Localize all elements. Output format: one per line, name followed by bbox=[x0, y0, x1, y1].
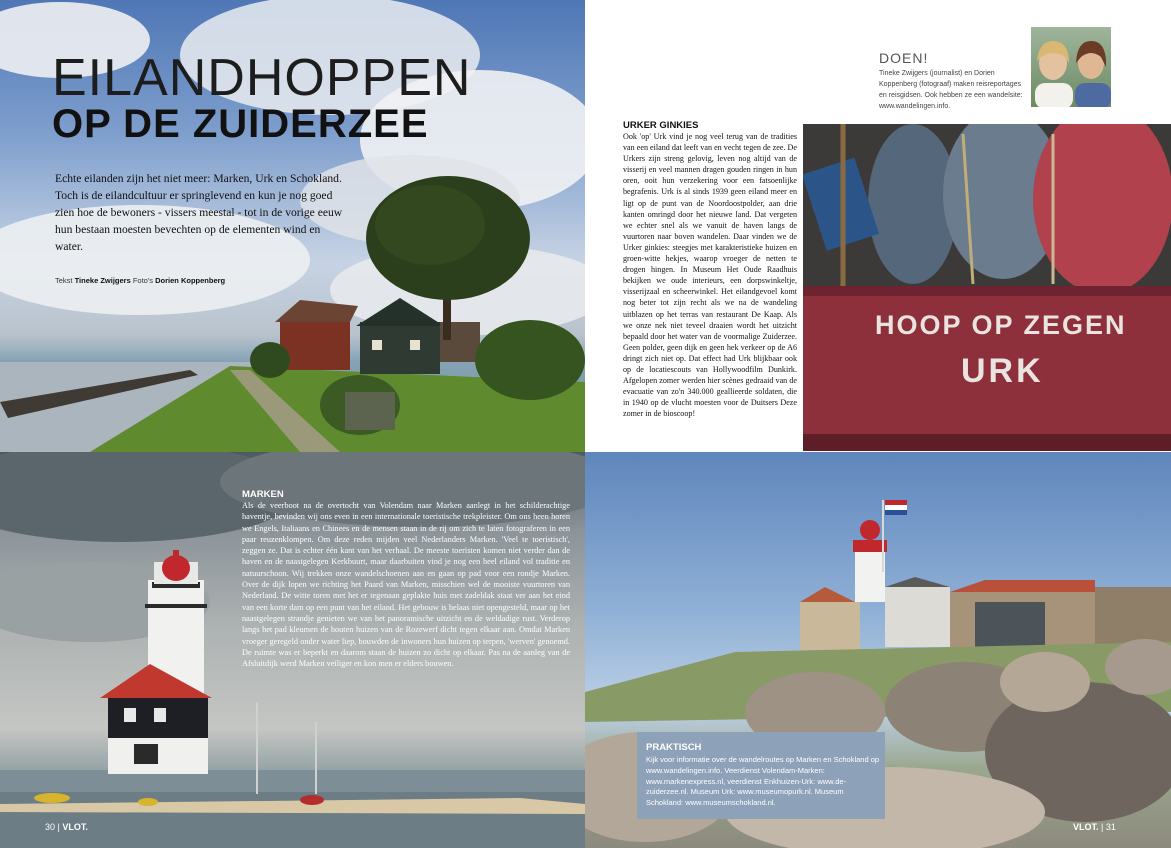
footer-left-brand: VLOT. bbox=[62, 822, 88, 832]
marken-heading: MARKEN bbox=[242, 489, 284, 500]
footer-right bbox=[1073, 822, 1116, 832]
lighthouse-photo-paard-van-marken bbox=[0, 452, 585, 848]
praktisch-text: Kijk voor informatie over de wandelroutes op Marken en Schokland op www.wandelingen.info. Veerdienst Volendam-Marken: www.markenexpress.nl, veerdienst Enkhuizen-Urk: www.de-zuiderzee.nl. Museum Urk: www.museumopurk.nl. Museum Schokland: www.museumschokland.nl. bbox=[646, 755, 880, 808]
footer-right-page-number: 31 bbox=[1105, 822, 1116, 832]
urker-heading: URKER GINKIES bbox=[623, 120, 699, 131]
headline-line-1: EILANDHOPPEN bbox=[52, 49, 472, 107]
doen-heading: DOEN! bbox=[879, 50, 929, 66]
praktisch-box bbox=[637, 732, 885, 819]
portrait-illustration bbox=[1031, 27, 1111, 107]
byline-text-label: Tekst bbox=[55, 276, 73, 285]
marken-text: Als de veerboot na de overtocht van Volendam naar Marken aanlegt in het schilderachtige haventje, bevinden wij ons even in een internationale toeristische trekpleister. Om ons heen horen we Engels, Italiaans en Chinees en de mensen staan in de rij om zich te laten fotograferen in een paar reuzenklompen. Om deze reden mijden veel Nederlanders Marken. 'Veel te toeristisch', zeggen ze. Dat is echter één kant van het verhaal. De meeste toeristen komen niet verder dan de haven en de naastgelegen Kerkbuurt, maar daarbuiten vind je nog een heel eiland vol traditie en natuurschoon. Wij trekken onze wandelschoenen aan en gaan op pad voor een rondje Marken. Over de dijk lopen we richting het Paard van Marken, misschien wel de mooiste vuurtoren van Nederland. De witte toren met het er tegenaan geplakte huis met zadeldak staat ver aan het eind van een korte dam op een punt van het eiland. Het gebouw is helaas niet opengesteld, maar op het naastgelegen strandje genieten we van het panoramische uitzicht en de weldadige rust. Verderop langs het pad kleumen de houten huizen van de Rozewerf dicht tegen elkaar aan. Omdat Marken vroeger geregeld onder water liep, bouwden de inwoners hun huizen op terpen, 'werven' genoemd. De ruimte was er beperkt en daarom staan de huizen zo dicht op elkaar. Pas na de aanleg van de Afsluitdijk werd Marken veiliger en kon men er elders bouwen. bbox=[242, 501, 570, 669]
hero-photo-marken-landscape bbox=[0, 0, 585, 452]
footer-left bbox=[45, 822, 88, 832]
footer-right-separator: | bbox=[1101, 822, 1104, 832]
intro-paragraph: Echte eilanden zijn het niet meer: Marken, Urk en Schokland. Toch is de eilandcultuur er springlevend en kun je nog goed zien hoe de bewoners - vissers meestal - tot in de vorige eeuw hun bestaan moesten bevechten op de elementen wind en water. bbox=[55, 172, 343, 253]
doen-text: Tineke Zwijgers (journalist) en Dorien Koppenberg (fotograaf) maken reisreportages en reisgidsen. Ook hebben ze een wandelsite: www.wandelingen.info. bbox=[879, 70, 1023, 110]
byline bbox=[55, 276, 225, 285]
byline-photographer: Dorien Koppenberg bbox=[155, 276, 226, 285]
footer-left-page-number: 30 bbox=[45, 822, 56, 832]
boat-port-lettering: URK bbox=[961, 352, 1044, 390]
boat-illustration bbox=[803, 124, 1171, 451]
byline-writer: Tineke Zwijgers bbox=[74, 276, 131, 285]
boat-name-lettering: HOOP OP ZEGEN bbox=[875, 310, 1127, 340]
footer-left-separator: | bbox=[57, 822, 60, 832]
byline-photo-label: Foto's bbox=[132, 276, 154, 285]
praktisch-heading: PRAKTISCH bbox=[646, 742, 702, 753]
author-portrait bbox=[1031, 27, 1111, 107]
footer-right-brand: VLOT. bbox=[1073, 822, 1099, 832]
urk-village-photo bbox=[585, 452, 1171, 848]
urker-text: Ook 'op' Urk vind je nog veel terug van de tradities van een eiland dat leeft van en vecht tegen de zee. De Urkers zijn streng gelovig, leven nog altijd van de visserij en veel mannen dragen gouden ringen in hun oren, ooit hun verzekering voor een fatsoenlijke begrafenis. Urk is al sinds 1939 geen eiland meer en ligt op de punt van de Noordoostpolder, aan drie kanten omringd door het nieuwe land. Dat vergeten we echter snel als we vanuit de haven langs de vuurtoren naar boven wandelen. Daar vinden we de Urker ginkies: steegjes met karakteristieke huizen en groen-witte hekjes, waarop vroeger de netten te drogen hingen. In Museum Het Oude Raadhuis bekijken we oude interieurs, een dorpswinkeltje, visserijzaal en scheerwinkel. Het eilandgevoel komt nog beter tot zijn recht als we na de wandeling uitblazen op het terras van restaurant De Kaap. Als we onze nek niet teveel draaien wordt het uitzicht bepaald door het water van de voormalige Zuiderzee. Geen polder, geen dijk en geen hek verkeer op de A6 dringt zich niet op. Dat effect had Urk blijkbaar ook op de locatiescouts van Hollywoodfilm Dunkirk. Afgelopen zomer werden hier scènes gedraaid van de evacuatie van zo'n 340.000 geallieerde soldaten, die in 1940 op de vlucht moesten voor de Duitsers Deze zomer in de bioscoop! bbox=[623, 132, 797, 419]
headline-line-2: OP DE ZUIDERZEE bbox=[52, 102, 429, 146]
boat-photo-hoop-op-zegen bbox=[803, 124, 1171, 451]
